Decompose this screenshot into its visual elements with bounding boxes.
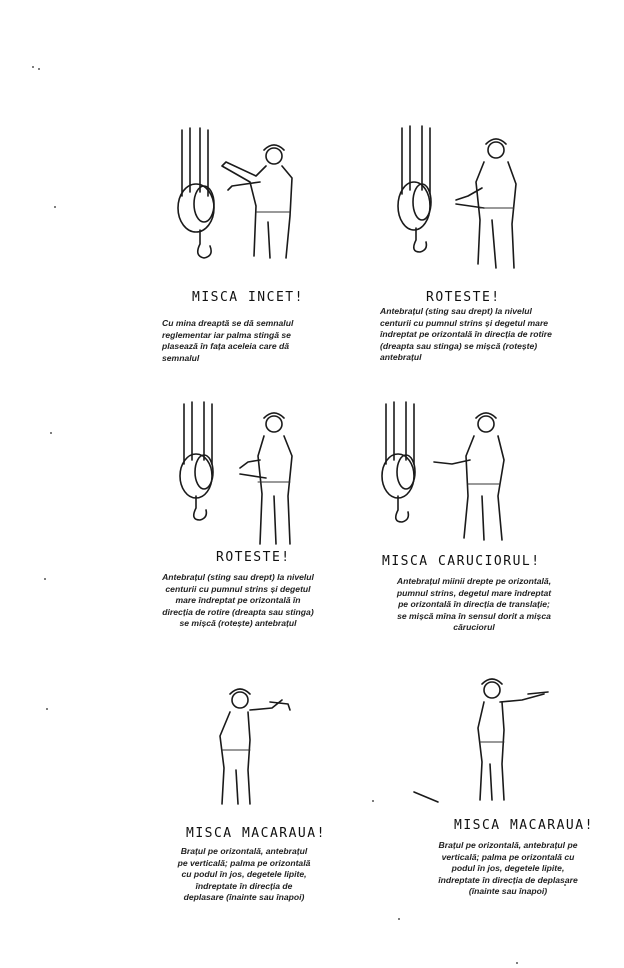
scan-speck — [516, 962, 518, 964]
worker-crane-signal-2-figure — [470, 670, 570, 810]
panel-title: MISCA MACARAUA! — [186, 826, 326, 841]
scan-speck — [54, 206, 56, 208]
scan-speck — [32, 66, 34, 68]
panel-title: ROTESTE! — [426, 290, 501, 305]
panel-description: Antebrațul miinii drepte pe orizontală, pumnul strins, degetul mare îndreptat pe orizontală în direcția de translație; se mișcă mîna în sensul dorit a mișca căruciorul — [396, 576, 552, 633]
panel-title: MISCA MACARAUA! — [454, 818, 594, 833]
worker-hoist-rotate-signal-figure — [384, 124, 524, 274]
panel-description: Antebrațul (sting sau drept) la nivelul centurii cu pumnul strins și degetul mare îndreptat pe orizontală în direcția de rotire (dreapta sau stinga) se mișcă (rotește) antebrațul — [380, 306, 552, 363]
worker-trolley-signal-figure — [376, 400, 526, 550]
scan-speck — [372, 800, 374, 802]
worker-crane-signal-figure — [210, 680, 310, 810]
stroke-mark — [412, 790, 442, 804]
scan-speck — [46, 708, 48, 710]
panel-description: Brațul pe orizontală, antebrațul pe verticală; palma pe orizontală cu podul în jos, degetele lipite, îndreptate în direcția de deplasare (înainte sau înapoi) — [177, 846, 311, 903]
worker-hoist-slow-signal-figure — [160, 126, 310, 266]
panel-description: Antebrațul (sting sau drept) la nivelul centurii cu pumnul strins și degetul mare îndreptat pe orizontală în direcția de rotire (dreapta sau stinga) se mișcă (rotește) antebrațul — [162, 572, 314, 629]
scan-speck — [38, 68, 40, 70]
scan-speck — [50, 432, 52, 434]
panel-description: Brațul pe orizontală, antebrațul pe verticală; palma pe orizontală cu podul în jos, degetele lipite, îndreptate în direcția de deplasare (înainte sau înapoi) — [438, 840, 578, 897]
worker-hoist-rotate-signal-2-figure — [170, 400, 310, 550]
scan-speck — [398, 918, 400, 920]
panel-title: MISCA INCET! — [192, 290, 304, 305]
panel-title: ROTESTE! — [216, 550, 291, 565]
panel-title: MISCA CARUCIORUL! — [382, 554, 541, 569]
panel-description: Cu mina dreaptă se dă semnalul reglementar iar palma stingă se plasează în fața aceleia care dă semnalul — [162, 318, 294, 363]
scan-speck — [44, 578, 46, 580]
